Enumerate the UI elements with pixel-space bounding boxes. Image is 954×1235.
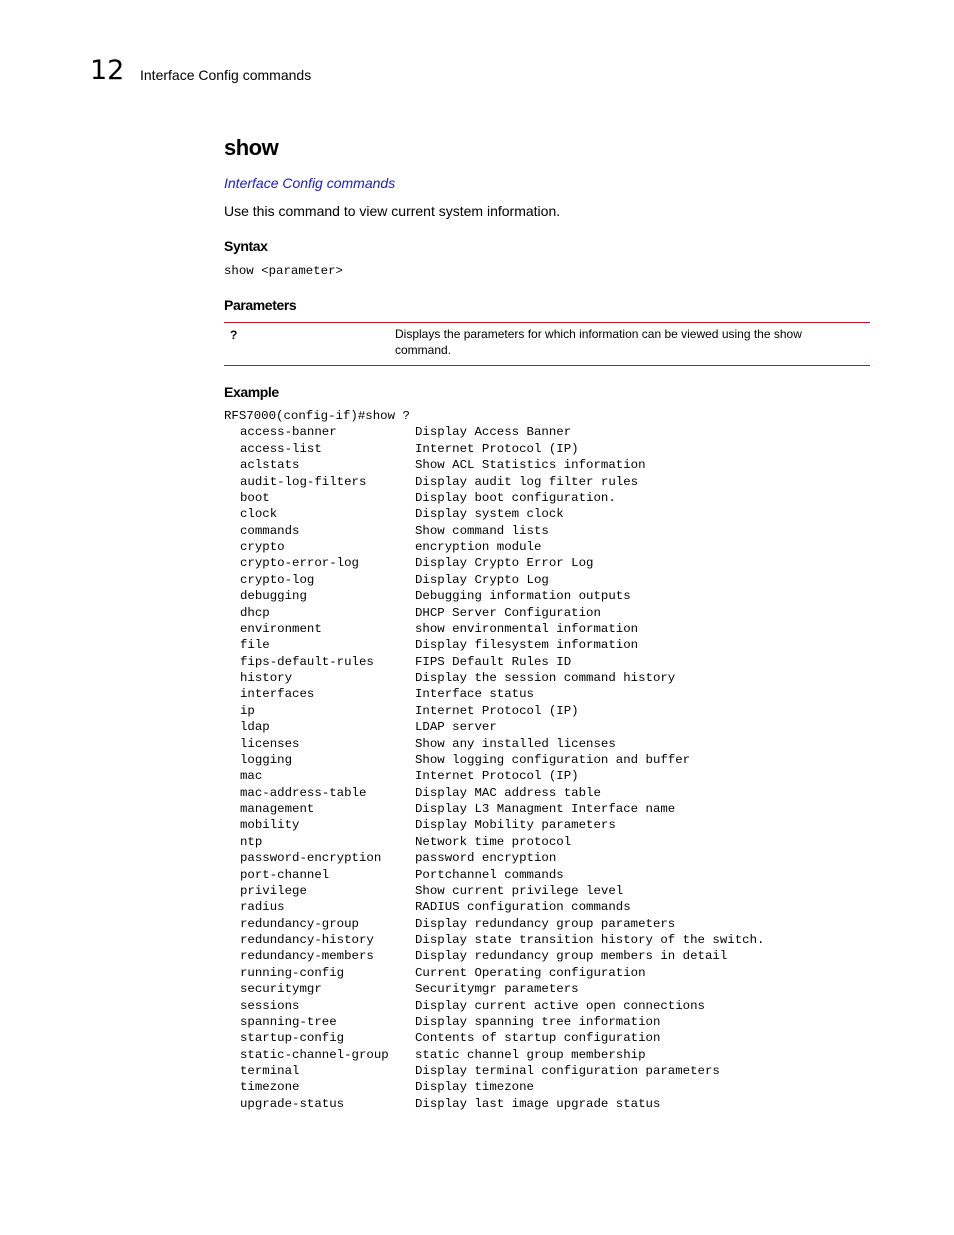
- example-command: aclstats: [240, 458, 300, 473]
- example-description: password encryption: [415, 851, 557, 866]
- example-command: crypto-log: [240, 572, 315, 587]
- example-description: Display filesystem information: [415, 638, 639, 653]
- example-description: Show current privilege level: [415, 883, 624, 898]
- example-line: [224, 834, 572, 850]
- example-line: [224, 768, 579, 784]
- example-line: [224, 998, 705, 1014]
- example-command: interfaces: [240, 687, 315, 702]
- example-command: sessions: [240, 998, 300, 1013]
- example-line: [224, 1079, 534, 1095]
- example-command: environment: [240, 621, 322, 636]
- example-line: [224, 981, 579, 997]
- example-description: Display L3 Managment Interface name: [415, 802, 676, 816]
- example-command: redundancy-history: [240, 933, 374, 947]
- example-line: [224, 867, 564, 883]
- example-command: management: [240, 802, 315, 816]
- example-description: Current Operating configuration: [415, 965, 646, 980]
- example-description: Display state transition history of the switch.: [415, 933, 765, 947]
- example-command: fips-default-rules: [240, 654, 374, 669]
- example-command: audit-log-filters: [240, 474, 367, 489]
- example-command: privilege: [240, 883, 307, 898]
- example-line: [224, 948, 728, 964]
- example-line: [224, 899, 631, 915]
- example-description: LDAP server: [415, 720, 497, 735]
- example-prompt: RFS7000(config-if)#show ?: [224, 409, 410, 423]
- example-line: [224, 523, 549, 539]
- example-description: Portchannel commands: [415, 867, 564, 882]
- example-description: Display Crypto Log: [415, 572, 549, 587]
- example-line: [224, 441, 579, 457]
- example-line: [224, 572, 549, 588]
- example-command: redundancy-group: [240, 916, 359, 931]
- chapter-number: 12: [90, 55, 125, 86]
- param-name: ?: [230, 328, 238, 342]
- example-description: RADIUS configuration commands: [415, 900, 631, 915]
- example-line: [224, 817, 616, 833]
- example-command: spanning-tree: [240, 1014, 337, 1029]
- example-command: dhcp: [240, 605, 270, 620]
- example-command: ldap: [240, 720, 270, 735]
- example-description: Display last image upgrade status: [415, 1096, 661, 1111]
- example-description: Display Mobility parameters: [415, 818, 616, 833]
- parameters-table: [224, 322, 870, 366]
- example-command: password-encryption: [240, 851, 382, 866]
- example-line: [224, 801, 676, 817]
- example-command: mobility: [240, 818, 300, 833]
- example-description: Internet Protocol (IP): [415, 703, 579, 718]
- example-command: ip: [240, 703, 255, 718]
- example-line: [224, 1014, 661, 1030]
- example-command: crypto-error-log: [240, 556, 359, 571]
- example-line: [224, 736, 616, 752]
- xref-link[interactable]: Interface Config commands: [224, 175, 396, 191]
- example-line: [224, 883, 624, 899]
- example-description: Display timezone: [415, 1080, 534, 1095]
- example-command: static-channel-group: [240, 1047, 389, 1062]
- example-description: Display redundancy group members in detail: [415, 949, 728, 964]
- example-description: static channel group membership: [415, 1047, 646, 1062]
- example-command: mac-address-table: [240, 785, 367, 800]
- example-line: [224, 555, 594, 571]
- example-description: Show command lists: [415, 523, 549, 538]
- example-command: crypto: [240, 540, 285, 554]
- example-description: Internet Protocol (IP): [415, 441, 579, 456]
- example-line: [224, 703, 579, 719]
- example-description: Show ACL Statistics information: [415, 458, 646, 473]
- example-command: commands: [240, 523, 300, 538]
- example-command: port-channel: [240, 867, 330, 882]
- example-command: clock: [240, 507, 278, 522]
- example-description: Show any installed licenses: [415, 736, 616, 751]
- example-line: [224, 932, 765, 948]
- example-command: terminal: [240, 1064, 300, 1078]
- parameters-heading: Parameters: [224, 297, 297, 313]
- example-line: [224, 474, 639, 490]
- example-command: securitymgr: [240, 982, 322, 997]
- example-command: boot: [240, 490, 270, 505]
- example-line: [224, 1047, 646, 1063]
- example-command: ntp: [240, 834, 263, 849]
- example-heading: Example: [224, 384, 279, 400]
- example-code: [224, 408, 765, 1112]
- intro-text: Use this command to view current system information.: [224, 203, 561, 219]
- syntax-code: show <parameter>: [224, 264, 343, 278]
- example-command: licenses: [240, 736, 300, 751]
- example-line: [224, 637, 639, 653]
- example-command: redundancy-members: [240, 949, 374, 964]
- example-description: Display system clock: [415, 507, 564, 522]
- example-command: radius: [240, 900, 285, 915]
- example-description: Display Crypto Error Log: [415, 556, 594, 571]
- example-line: [224, 850, 557, 866]
- example-command: file: [240, 638, 270, 653]
- example-line: [224, 621, 639, 637]
- example-description: Show logging configuration and buffer: [415, 752, 691, 767]
- example-command: mac: [240, 769, 263, 784]
- example-description: Display MAC address table: [415, 785, 601, 800]
- example-line: [224, 457, 646, 473]
- example-description: Network time protocol: [415, 834, 572, 849]
- example-description: Display redundancy group parameters: [415, 916, 676, 931]
- example-description: DHCP Server Configuration: [415, 605, 601, 620]
- example-command: upgrade-status: [240, 1096, 345, 1111]
- example-description: Display boot configuration.: [415, 490, 616, 505]
- example-description: FIPS Default Rules ID: [415, 654, 572, 669]
- example-command: running-config: [240, 965, 345, 980]
- example-command: access-list: [240, 441, 322, 456]
- page-title: show: [224, 135, 279, 160]
- example-line: [224, 506, 564, 522]
- example-description: Debugging information outputs: [415, 589, 631, 604]
- param-description: Displays the parameters for which information can be viewed using the show command.: [395, 327, 802, 357]
- example-command: history: [240, 671, 293, 685]
- example-description: Display audit log filter rules: [415, 474, 639, 489]
- example-line: [224, 670, 676, 686]
- example-line: [224, 539, 542, 555]
- syntax-heading: Syntax: [224, 238, 268, 254]
- example-command: logging: [240, 752, 293, 767]
- example-description: Display spanning tree information: [415, 1014, 661, 1029]
- example-line: [224, 916, 676, 932]
- example-description: Interface status: [415, 687, 534, 702]
- example-line: [224, 719, 497, 735]
- example-description: Securitymgr parameters: [415, 982, 579, 997]
- chapter-title: Interface Config commands: [140, 67, 312, 83]
- example-line: [224, 965, 646, 981]
- example-line: [224, 490, 616, 506]
- example-description: Contents of startup configuration: [415, 1031, 661, 1046]
- example-line: [224, 588, 631, 604]
- example-description: Internet Protocol (IP): [415, 769, 579, 784]
- example-line: [224, 1063, 720, 1079]
- example-description: Display terminal configuration parameters: [415, 1064, 720, 1078]
- example-line: [224, 686, 534, 702]
- example-line: [224, 1096, 661, 1112]
- example-command: debugging: [240, 589, 307, 604]
- example-description: Display Access Banner: [415, 425, 572, 440]
- example-line: [224, 605, 601, 621]
- example-description: Display the session command history: [415, 671, 676, 685]
- example-command: access-banner: [240, 425, 337, 440]
- example-line: [224, 752, 691, 768]
- example-line: [224, 654, 572, 670]
- example-line: [224, 785, 601, 801]
- example-line: [224, 1030, 661, 1046]
- example-description: show environmental information: [415, 621, 639, 636]
- example-command: startup-config: [240, 1031, 345, 1046]
- example-description: encryption module: [415, 540, 542, 554]
- example-command: timezone: [240, 1080, 300, 1095]
- example-description: Display current active open connections: [415, 998, 705, 1013]
- example-line: [224, 424, 572, 440]
